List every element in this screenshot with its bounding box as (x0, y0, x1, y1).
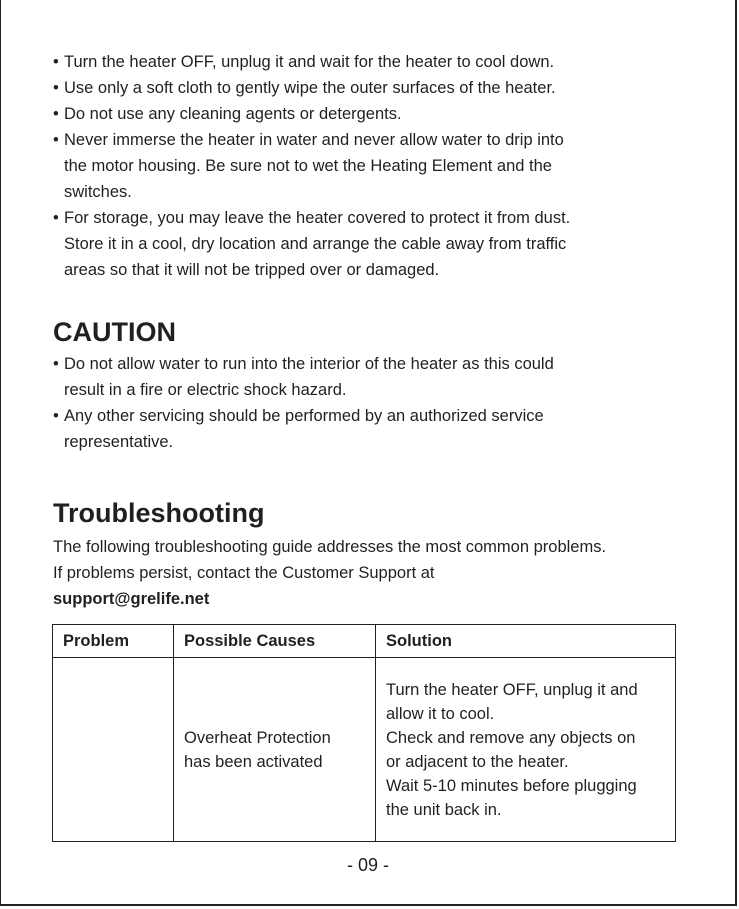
list-item (53, 75, 703, 101)
list-item (53, 205, 703, 283)
page-number: - 09 - (346, 855, 389, 875)
troubleshooting-table (52, 624, 676, 842)
list-item (53, 101, 703, 127)
cause-line: Overheat Protection (184, 728, 331, 747)
list-item-line: • Any other servicing should be performed by an authorized service (64, 407, 544, 425)
caution-heading: CAUTION (53, 317, 176, 347)
troubleshooting-intro (53, 534, 693, 612)
list-item (53, 403, 703, 455)
list-item-line: • Turn the heater OFF, unplug it and wait for the heater to cool down. (64, 53, 555, 71)
list-item-line: • Do not use any cleaning agents or detergents. (64, 105, 402, 123)
solution-line: Turn the heater OFF, unplug it and (386, 680, 638, 699)
list-item (53, 351, 703, 403)
list-item-line: the motor housing. Be sure not to wet the Heating Element and the (64, 157, 552, 175)
solution-line: Wait 5-10 minutes before plugging (386, 776, 637, 795)
troubleshooting-heading: Troubleshooting (53, 498, 265, 528)
header-solution: Solution (376, 625, 676, 658)
solution-line: the unit back in. (386, 800, 502, 819)
header-possible-causes: Possible Causes (174, 625, 376, 658)
intro-line: The following troubleshooting guide addresses the most common problems. (53, 538, 607, 556)
list-item-line: result in a fire or electric shock hazard. (64, 381, 347, 399)
support-email-link[interactable]: support@grelife.net (53, 590, 210, 608)
list-item-line: • Never immerse the heater in water and never allow water to drip into (64, 131, 564, 149)
list-item (53, 127, 703, 205)
list-item-line: representative. (64, 433, 174, 451)
solution-line: Check and remove any objects on (386, 728, 636, 747)
solution-line: or adjacent to the heater. (386, 752, 569, 771)
list-item-line: • For storage, you may leave the heater covered to protect it from dust. (64, 209, 571, 227)
list-item (53, 49, 703, 75)
table-row (53, 658, 676, 842)
list-item-line: Store it in a cool, dry location and arrange the cable away from traffic (64, 235, 567, 253)
care-instructions-list (53, 49, 703, 283)
troubleshooting-table-body (53, 658, 676, 842)
list-item-line: • Do not allow water to run into the interior of the heater as this could (64, 355, 554, 373)
list-item-line: areas so that it will not be tripped over or damaged. (64, 261, 440, 279)
possible-causes-cell (174, 658, 376, 842)
list-item-line: switches. (64, 183, 132, 201)
header-problem: Problem (53, 625, 174, 658)
cause-line: has been activated (184, 752, 323, 771)
solution-cell (376, 658, 676, 842)
intro-line: If problems persist, contact the Customer Support at (53, 564, 435, 582)
problem-cell (53, 658, 174, 842)
table-header-row (53, 625, 676, 658)
caution-list (53, 351, 703, 455)
list-item-line: • Use only a soft cloth to gently wipe the outer surfaces of the heater. (64, 79, 556, 97)
solution-line: allow it to cool. (386, 704, 495, 723)
